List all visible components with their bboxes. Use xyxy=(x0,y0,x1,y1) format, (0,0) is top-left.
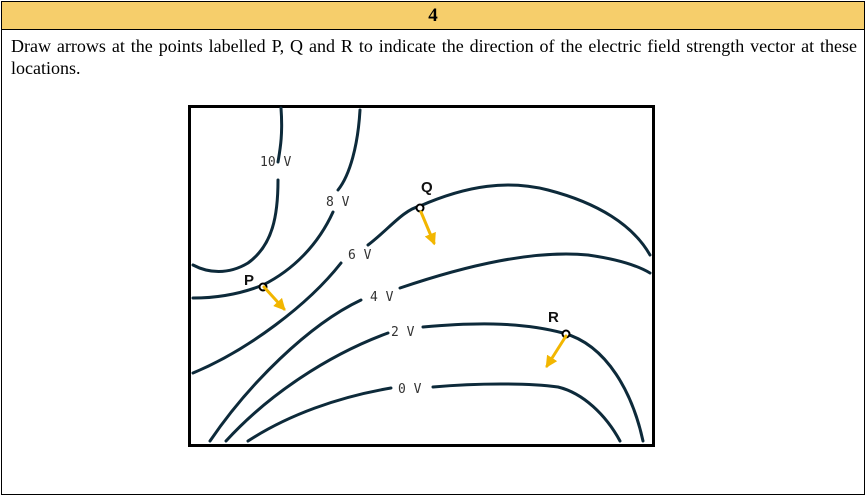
label-6v: 6 V xyxy=(348,248,372,263)
equipotential-2v-line xyxy=(226,324,643,441)
label-2v: 2 V xyxy=(391,325,415,340)
question-instruction: Draw arrows at the points labelled P, Q and R to indicate the direction of the electric field strength vector at these locations. xyxy=(11,36,857,78)
equipotential-diagram xyxy=(188,105,655,447)
label-0v: 0 V xyxy=(398,382,422,397)
label-q: Q xyxy=(421,179,433,196)
equipotential-10v-line xyxy=(193,108,282,272)
question-number-bar xyxy=(2,2,864,30)
label-10v: 10 V xyxy=(260,155,292,170)
question-number: 4 xyxy=(428,4,438,26)
label-r: R xyxy=(548,309,559,326)
label-4v: 4 V xyxy=(370,290,394,305)
label-p: P xyxy=(244,272,255,289)
label-8v: 8 V xyxy=(326,195,350,210)
field-arrow-p xyxy=(264,287,284,309)
field-arrow-q xyxy=(421,212,434,243)
equipotential-0v-line xyxy=(248,384,620,441)
field-arrow-r xyxy=(547,336,566,366)
point-q xyxy=(417,205,424,212)
equipotential-4v-line xyxy=(210,254,650,441)
